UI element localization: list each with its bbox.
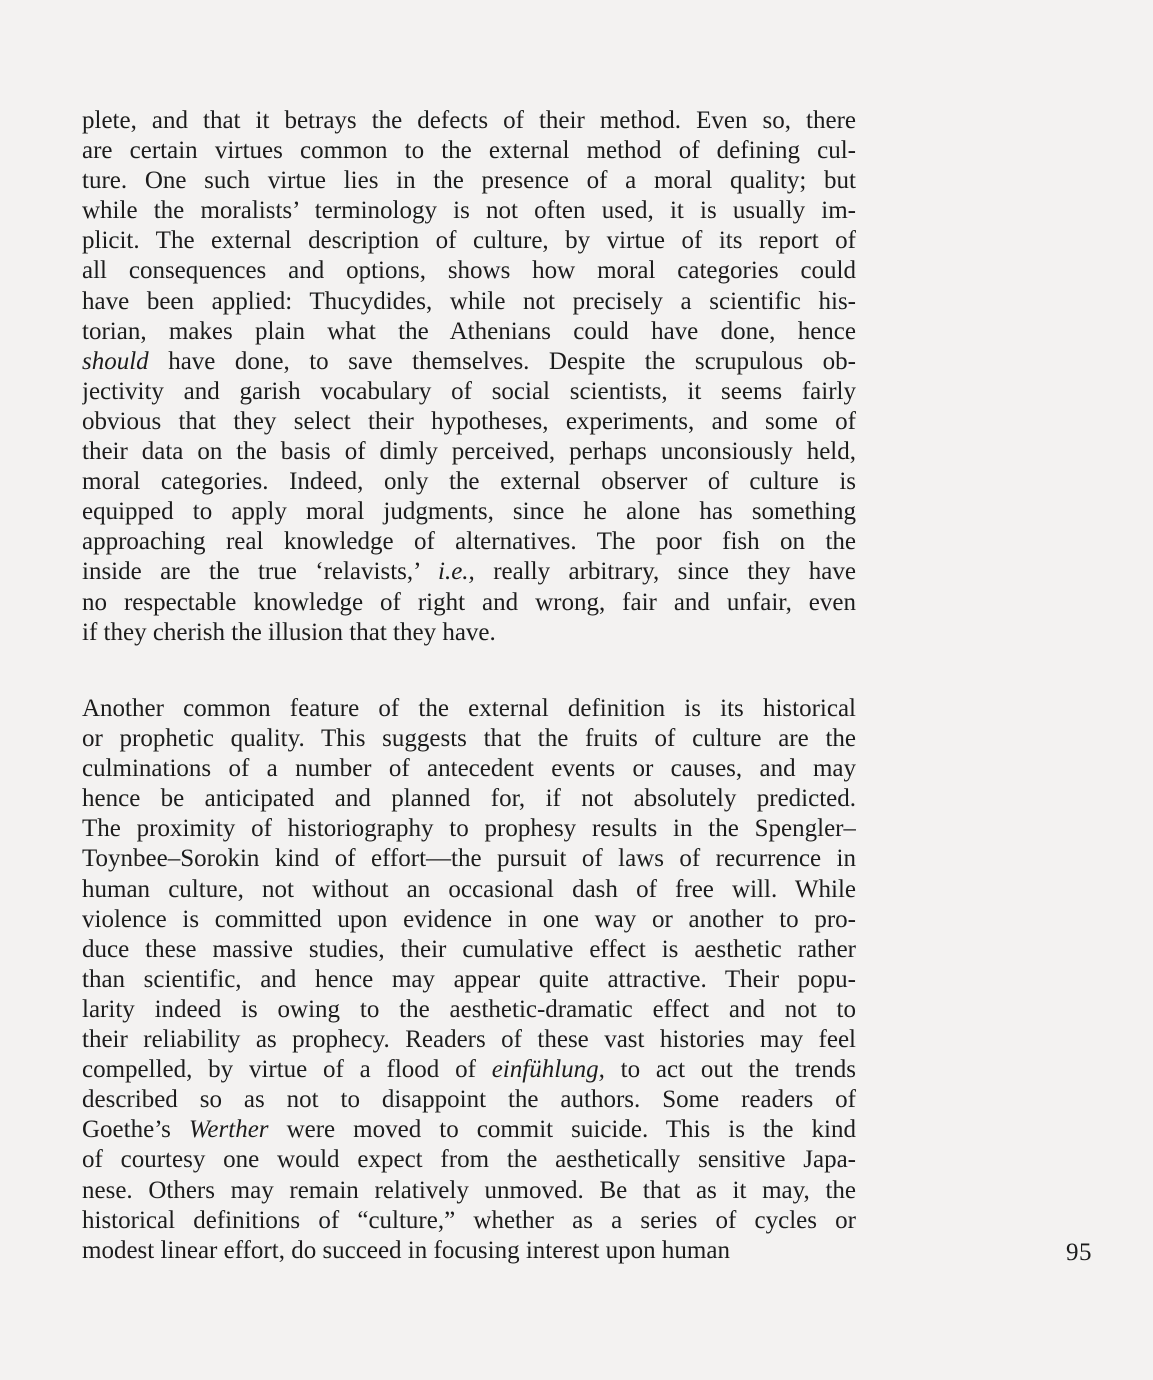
text-line (82, 965, 856, 995)
text-segment: human culture, not without an occasional dash of free will. While (82, 875, 856, 903)
text-line (82, 347, 856, 377)
text-line (82, 1145, 856, 1175)
text-segment: ture. One such virtue lies in the presence of a moral quality; but (82, 167, 856, 195)
text-line (82, 844, 856, 874)
text-line (82, 1236, 856, 1266)
text-line (82, 287, 856, 317)
text-line (82, 784, 856, 814)
paragraph-2 (82, 694, 856, 1266)
text-segment: modest linear effort, do succeed in focusing interest upon human (82, 1236, 730, 1264)
text-line (82, 1085, 856, 1115)
text-line (82, 995, 856, 1025)
italic-text: einfühlung, (491, 1056, 605, 1084)
text-line (82, 467, 856, 497)
text-segment: inside are the true ‘relavists,’ (82, 558, 438, 586)
text-segment: The proximity of historiography to prophesy results in the Spengler– (82, 815, 856, 843)
text-segment: jectivity and garish vocabulary of social scientists, it seems fairly (82, 377, 856, 405)
text-line (82, 256, 856, 286)
text-line (82, 196, 856, 226)
italic-text: i.e., (438, 558, 475, 586)
text-line (82, 1115, 856, 1145)
text-segment: described so as not to disappoint the authors. Some readers of (82, 1086, 856, 1114)
text-line (82, 136, 856, 166)
text-segment: really arbitrary, since they have (474, 558, 856, 586)
text-segment: larity indeed is owing to the aesthetic-dramatic effect and not to (82, 995, 856, 1023)
text-segment: to act out the trends (604, 1056, 856, 1084)
paragraph-1 (82, 106, 856, 648)
text-segment: violence is committed upon evidence in one way or another to pro- (82, 905, 856, 933)
text-line (82, 694, 856, 724)
text-segment: hence be anticipated and planned for, if not absolutely predicted. (82, 785, 856, 813)
text-segment: their data on the basis of dimly perceived, perhaps unconsiously held, (82, 438, 856, 466)
text-segment: obvious that they select their hypotheses, experiments, and some of (82, 407, 856, 435)
text-line (82, 935, 856, 965)
text-segment: historical definitions of “culture,” whether as a series of cycles or (82, 1206, 856, 1234)
text-segment: plete, and that it betrays the defects of their method. Even so, there (82, 107, 856, 134)
text-segment: compelled, by virtue of a flood of (82, 1056, 492, 1084)
text-line (82, 407, 856, 437)
text-line (82, 724, 856, 754)
text-segment: nese. Others may remain relatively unmoved. Be that as it may, the (82, 1176, 856, 1204)
text-line (82, 377, 856, 407)
text-segment: have been applied: Thucydides, while not precisely a scientific his- (82, 287, 856, 315)
text-segment: culminations of a number of antecedent events or causes, and may (82, 755, 856, 783)
text-segment: approaching real knowledge of alternatives. The poor fish on the (82, 528, 856, 556)
text-line (82, 814, 856, 844)
text-segment: torian, makes plain what the Athenians could have done, hence (82, 317, 856, 345)
text-segment: or prophetic quality. This suggests that the fruits of culture are the (82, 725, 856, 753)
text-segment: no respectable knowledge of right and wrong, fair and unfair, even (82, 588, 856, 616)
text-segment: Another common feature of the external definition is its historical (82, 695, 856, 722)
text-line (82, 1025, 856, 1055)
text-line (82, 588, 856, 618)
text-segment: their reliability as prophecy. Readers of these vast histories may feel (82, 1026, 856, 1054)
italic-text: Werther (188, 1116, 269, 1144)
text-segment: if they cherish the illusion that they have. (82, 618, 496, 646)
text-line (82, 875, 856, 905)
text-segment: than scientific, and hence may appear quite attractive. Their popu- (82, 965, 856, 993)
page-number: 95 (1066, 1239, 1092, 1266)
text-segment: Toynbee–Sorokin kind of effort—the pursuit of laws of recurrence in (82, 845, 856, 873)
text-segment: plicit. The external description of culture, by virtue of its report of (82, 227, 856, 255)
text-line (82, 317, 856, 347)
text-segment: have done, to save themselves. Despite the scrupulous ob- (148, 347, 856, 375)
text-line (82, 618, 856, 648)
text-segment: while the moralists’ terminology is not often used, it is usually im- (82, 197, 856, 225)
text-line (82, 437, 856, 467)
text-line (82, 166, 856, 196)
text-line (82, 106, 856, 136)
text-segment: of courtesy one would expect from the aesthetically sensitive Japa- (82, 1146, 856, 1174)
text-segment: duce these massive studies, their cumulative effect is aesthetic rather (82, 935, 856, 963)
text-segment: are certain virtues common to the external method of defining cul- (82, 137, 856, 165)
text-line (82, 1176, 856, 1206)
text-segment: moral categories. Indeed, only the external observer of culture is (82, 468, 856, 496)
text-line (82, 226, 856, 256)
text-segment: all consequences and options, shows how moral categories could (82, 257, 856, 285)
text-segment: equipped to apply moral judgments, since he alone has something (82, 498, 856, 526)
text-line (82, 557, 856, 587)
text-line (82, 905, 856, 935)
text-line (82, 527, 856, 557)
text-segment: were moved to commit suicide. This is the kind (268, 1116, 856, 1144)
text-segment: Goethe’s (82, 1116, 189, 1144)
text-line (82, 754, 856, 784)
text-line (82, 497, 856, 527)
text-line (82, 1206, 856, 1236)
text-line (82, 1055, 856, 1085)
italic-text: should (82, 347, 149, 375)
